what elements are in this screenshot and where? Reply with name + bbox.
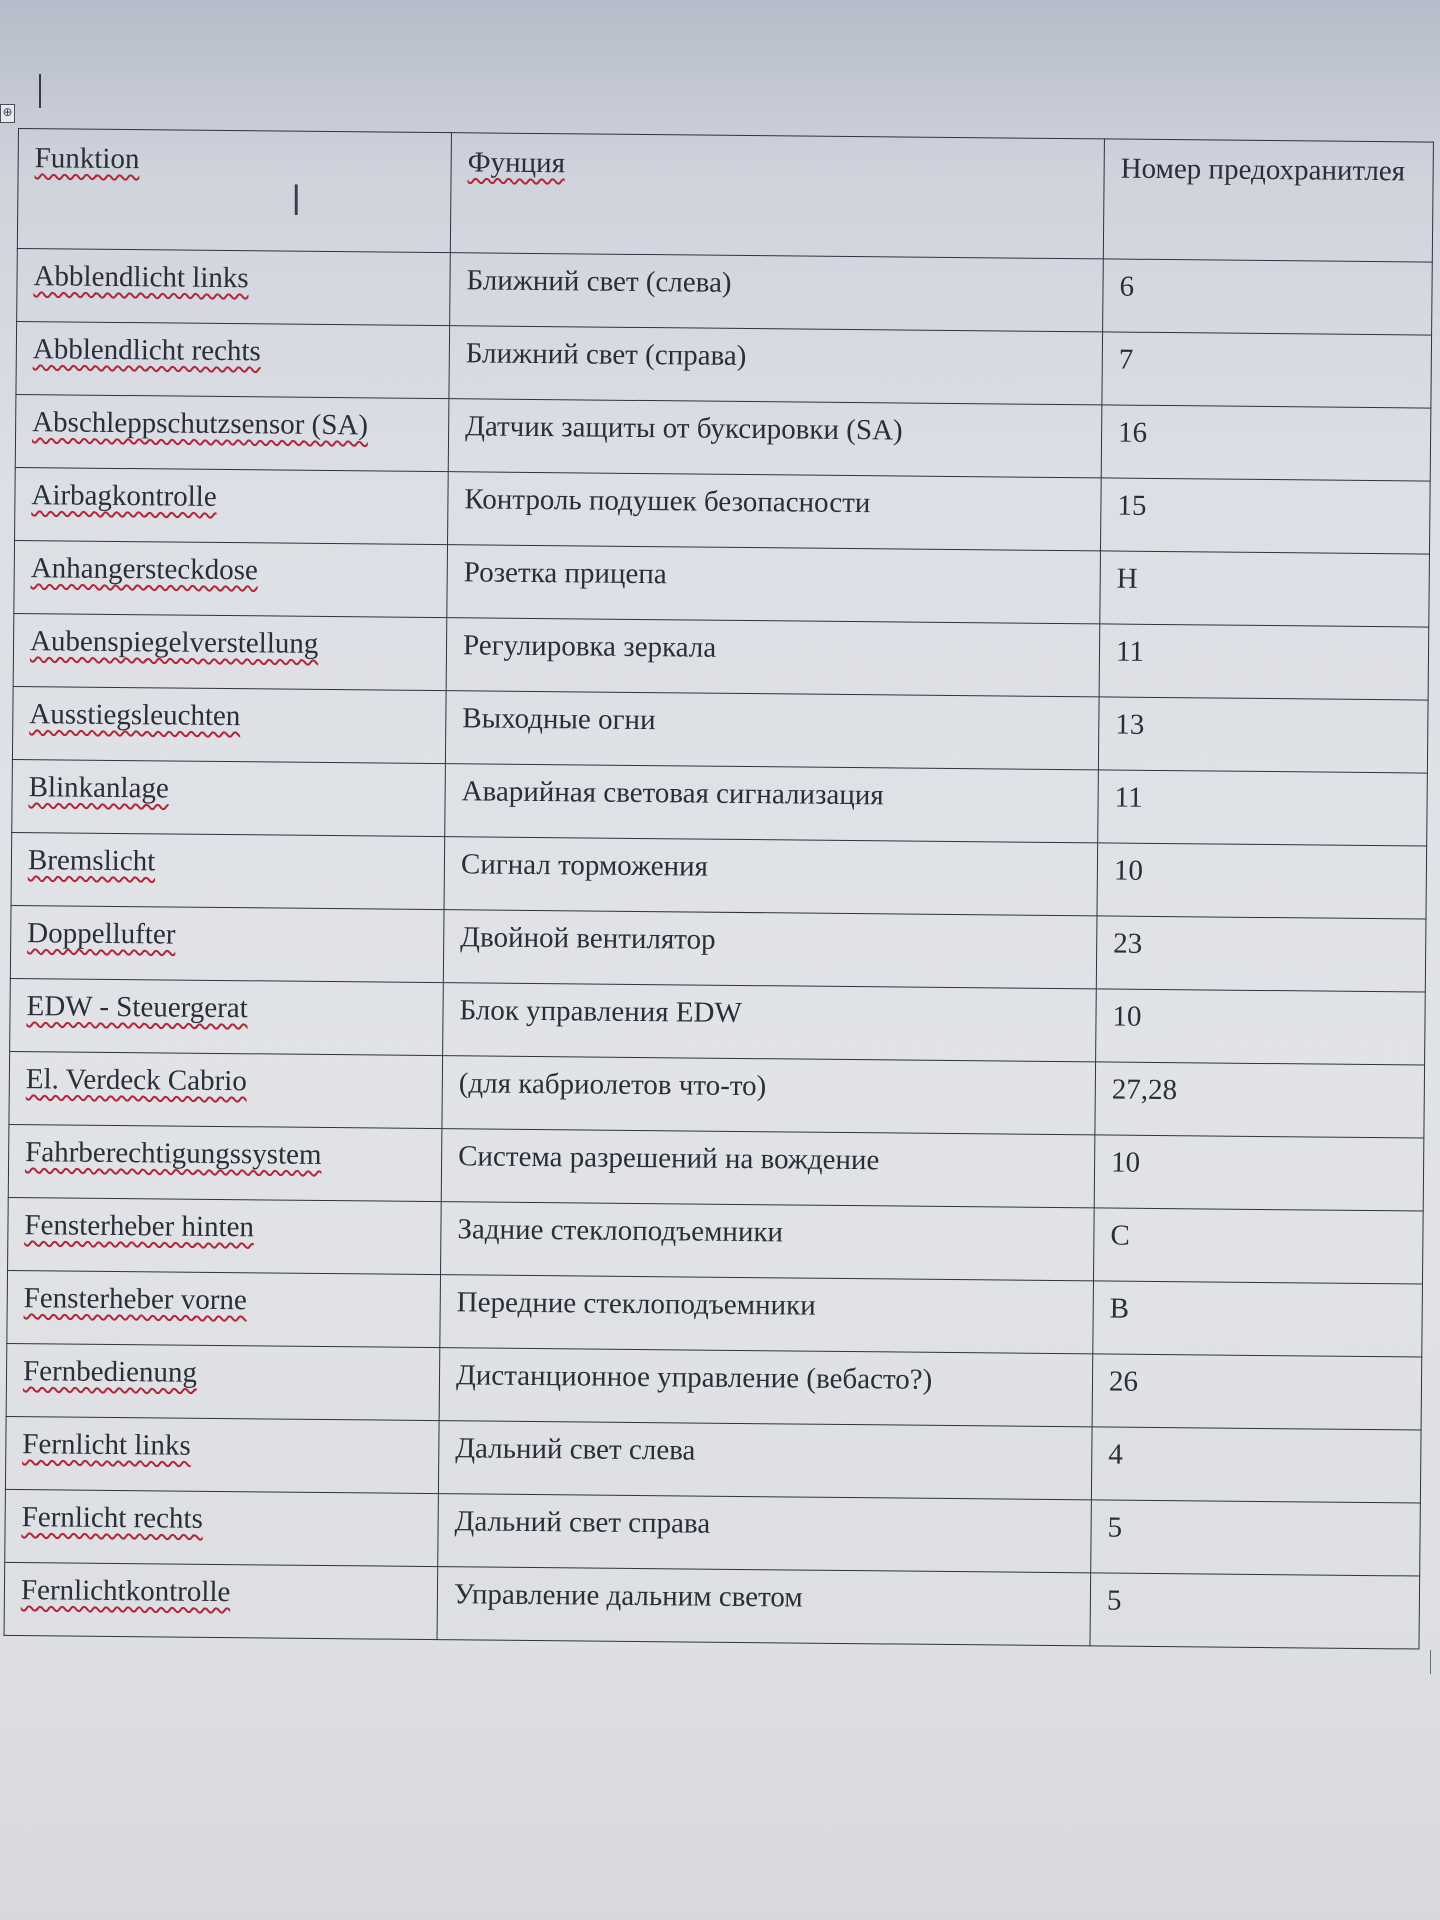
cell-fuse-number-text: C [1110, 1219, 1130, 1252]
cell-russian[interactable] [446, 618, 1100, 697]
cell-german[interactable] [14, 540, 448, 617]
cell-russian[interactable] [441, 1129, 1095, 1208]
cell-russian-text: Дальний свет слева [455, 1432, 696, 1467]
cell-german[interactable] [13, 613, 447, 690]
table-row [4, 1562, 1420, 1649]
cell-german[interactable] [6, 1343, 440, 1420]
cell-russian[interactable] [443, 910, 1097, 989]
cell-fuse-number[interactable] [1103, 259, 1433, 335]
cell-german-text: Fernlichtkontrolle [20, 1574, 231, 1609]
cell-fuse-number-text: 10 [1113, 854, 1144, 887]
table-row [9, 1051, 1425, 1138]
cell-german[interactable] [7, 1270, 441, 1347]
cell-german[interactable] [9, 1051, 443, 1128]
cell-german[interactable] [8, 1124, 442, 1201]
text-insertion-caret [39, 74, 41, 108]
table-row [12, 759, 1428, 846]
table-row [8, 1124, 1424, 1211]
cell-russian-text: Регулировка зеркала [462, 629, 717, 664]
cell-fuse-number-text: B [1109, 1292, 1130, 1325]
cell-fuse-number[interactable] [1100, 551, 1430, 627]
cell-fuse-number-text: 10 [1112, 1000, 1142, 1033]
cell-russian[interactable] [445, 764, 1099, 843]
cell-russian[interactable] [443, 983, 1097, 1062]
cell-russian-text: Блок управления EDW [459, 994, 742, 1029]
cell-russian-text: Розетка прицепа [463, 556, 667, 591]
cell-german[interactable] [10, 905, 444, 982]
cell-fuse-number[interactable] [1098, 697, 1428, 773]
cell-german[interactable] [5, 1489, 439, 1566]
cell-german-text: Aubenspiegelverstellung [29, 625, 319, 660]
cell-russian[interactable] [449, 326, 1103, 405]
cell-fuse-number-text: 16 [1117, 416, 1148, 449]
cell-german-text: Ausstiegsleuchten [29, 698, 241, 733]
cell-german-text: Airbagkontrolle [31, 479, 217, 513]
cell-german[interactable] [11, 832, 445, 909]
cell-fuse-number[interactable] [1094, 1135, 1424, 1211]
cell-fuse-number[interactable] [1097, 843, 1427, 919]
cell-russian[interactable] [441, 1202, 1095, 1281]
cell-fuse-number-text: 11 [1115, 635, 1145, 668]
cell-russian[interactable] [438, 1421, 1092, 1500]
cell-fuse-number-text: 11 [1114, 781, 1143, 814]
table-row [6, 1343, 1422, 1430]
cell-german[interactable] [15, 467, 449, 544]
cell-fuse-number[interactable] [1092, 1354, 1422, 1430]
header-cell-russian[interactable] [450, 133, 1104, 259]
cell-fuse-number[interactable] [1099, 624, 1429, 700]
cell-russian[interactable] [440, 1275, 1094, 1354]
cell-russian-text: (для кабриолетов что-то) [458, 1067, 767, 1103]
cell-german-text: Fensterheber hinten [24, 1209, 255, 1244]
cell-fuse-number[interactable] [1091, 1427, 1421, 1503]
cell-russian[interactable] [448, 399, 1102, 478]
cell-russian-text: Контроль подушек безопасности [464, 483, 871, 520]
cell-fuse-number-text: 13 [1115, 708, 1145, 741]
cell-russian[interactable] [445, 691, 1099, 770]
cell-russian[interactable] [448, 472, 1102, 551]
cell-german[interactable] [12, 759, 446, 836]
cell-fuse-number[interactable] [1102, 332, 1432, 408]
table-row [16, 321, 1432, 408]
header-fuse-label: Номер предохранитлея [1120, 152, 1406, 188]
cell-fuse-number[interactable] [1093, 1281, 1423, 1357]
cell-fuse-number[interactable] [1096, 989, 1426, 1065]
cell-german-text: Fahrberechtigungssystem [25, 1136, 322, 1171]
cell-fuse-number-text: 10 [1110, 1146, 1141, 1179]
table-row [10, 905, 1426, 992]
cell-fuse-number[interactable] [1096, 916, 1426, 992]
cell-fuse-number[interactable] [1101, 405, 1431, 481]
cell-russian[interactable] [444, 837, 1098, 916]
cell-german-text: Doppellufter [27, 917, 176, 951]
cell-russian-text: Сигнал торможения [460, 848, 709, 883]
cell-fuse-number[interactable] [1090, 1573, 1420, 1649]
cell-russian-text: Дистанционное управление (вебасто?) [455, 1359, 933, 1396]
cell-german[interactable] [15, 394, 449, 471]
cell-fuse-number-text: 27,28 [1111, 1073, 1178, 1107]
cell-fuse-number-text: H [1116, 562, 1138, 595]
cell-russian-text: Двойной вентилятор [460, 921, 716, 956]
table-row [12, 686, 1428, 773]
cell-russian-text: Ближний свет (слева) [466, 264, 732, 299]
cell-fuse-number[interactable] [1091, 1500, 1421, 1576]
cell-russian[interactable] [442, 1056, 1096, 1135]
cell-fuse-number-text: 6 [1119, 270, 1135, 303]
cell-german-text: EDW - Steuergerat [26, 990, 248, 1025]
cell-german-text: El. Verdeck Cabrio [25, 1063, 247, 1098]
cell-german-text: Bremslicht [27, 844, 156, 878]
cell-german[interactable] [4, 1562, 438, 1639]
cell-german-text: Fernbedienung [22, 1355, 198, 1389]
cell-german-text: Fernlicht links [22, 1428, 191, 1462]
cell-fuse-number[interactable] [1100, 478, 1430, 554]
table-row [14, 540, 1430, 627]
table-row [15, 394, 1431, 481]
cell-german-text: Abblendlicht links [33, 260, 249, 295]
header-cell-fuse-number[interactable] [1103, 139, 1433, 262]
cell-russian[interactable] [450, 253, 1104, 332]
table-row [7, 1270, 1423, 1357]
cell-german-text: Abblendlicht rechts [32, 333, 261, 368]
cell-german-text: Abschleppschutzsensor (SA) [32, 406, 369, 442]
cell-russian[interactable] [437, 1567, 1091, 1646]
cell-russian-text: Датчик защиты от буксировки (SA) [465, 410, 903, 447]
cell-german-text: Blinkanlage [28, 771, 169, 805]
cell-russian[interactable] [438, 1494, 1092, 1573]
cell-russian-text: Аварийная световая сигнализация [461, 775, 884, 812]
header-russian-label: Фунция [467, 146, 566, 180]
cell-fuse-number-text: 5 [1106, 1584, 1122, 1617]
cell-russian-text: Управление дальним светом [453, 1578, 803, 1614]
cell-german[interactable] [10, 978, 444, 1055]
cell-german[interactable] [17, 248, 451, 325]
cell-russian-text: Передние стеклоподъемники [456, 1286, 816, 1322]
cell-german[interactable] [8, 1197, 442, 1274]
table-row [10, 978, 1426, 1065]
cell-german[interactable] [12, 686, 446, 763]
table-row [8, 1197, 1424, 1284]
table-row [15, 467, 1431, 554]
table-row [17, 248, 1433, 335]
cell-fuse-number-text: 7 [1118, 343, 1134, 376]
cell-fuse-number-text: 4 [1108, 1438, 1123, 1471]
cell-fuse-number-text: 23 [1113, 927, 1143, 960]
i-beam-cursor-icon: I [291, 176, 301, 225]
table-row [11, 832, 1427, 919]
cell-russian[interactable] [447, 545, 1101, 624]
cell-german-text: Fensterheber vorne [23, 1282, 247, 1317]
cell-german-text: Anhangersteckdose [30, 552, 259, 587]
cell-russian-text: Дальний свет справа [454, 1505, 711, 1540]
header-cell-german[interactable] [17, 129, 451, 253]
cell-german-text: Fernlicht rechts [21, 1501, 204, 1535]
cell-fuse-number-text: 15 [1117, 489, 1147, 522]
table-row [5, 1489, 1421, 1576]
cell-fuse-number-text: 5 [1107, 1511, 1123, 1544]
header-german-label: Funktion [34, 142, 140, 176]
cell-german[interactable] [5, 1416, 439, 1493]
cell-russian-text: Выходные огни [462, 702, 656, 737]
cell-fuse-number[interactable] [1093, 1208, 1423, 1284]
table-header-row [17, 129, 1433, 263]
page-edge-marker [1430, 1650, 1440, 1674]
table-row [5, 1416, 1421, 1503]
cell-fuse-number[interactable] [1095, 1062, 1425, 1138]
table-move-handle-icon[interactable]: ⊕ [0, 104, 15, 123]
cell-german[interactable] [16, 321, 450, 398]
cell-fuse-number-text: 26 [1108, 1365, 1139, 1398]
cell-fuse-number[interactable] [1098, 770, 1428, 846]
cell-russian-text: Ближний свет (справа) [465, 337, 747, 373]
cell-russian-text: Задние стеклоподъемники [457, 1213, 784, 1249]
table-row [13, 613, 1429, 700]
fuse-table[interactable] [4, 128, 1434, 1650]
cell-russian-text: Система разрешений на вождение [457, 1140, 880, 1177]
cell-russian[interactable] [439, 1348, 1093, 1427]
